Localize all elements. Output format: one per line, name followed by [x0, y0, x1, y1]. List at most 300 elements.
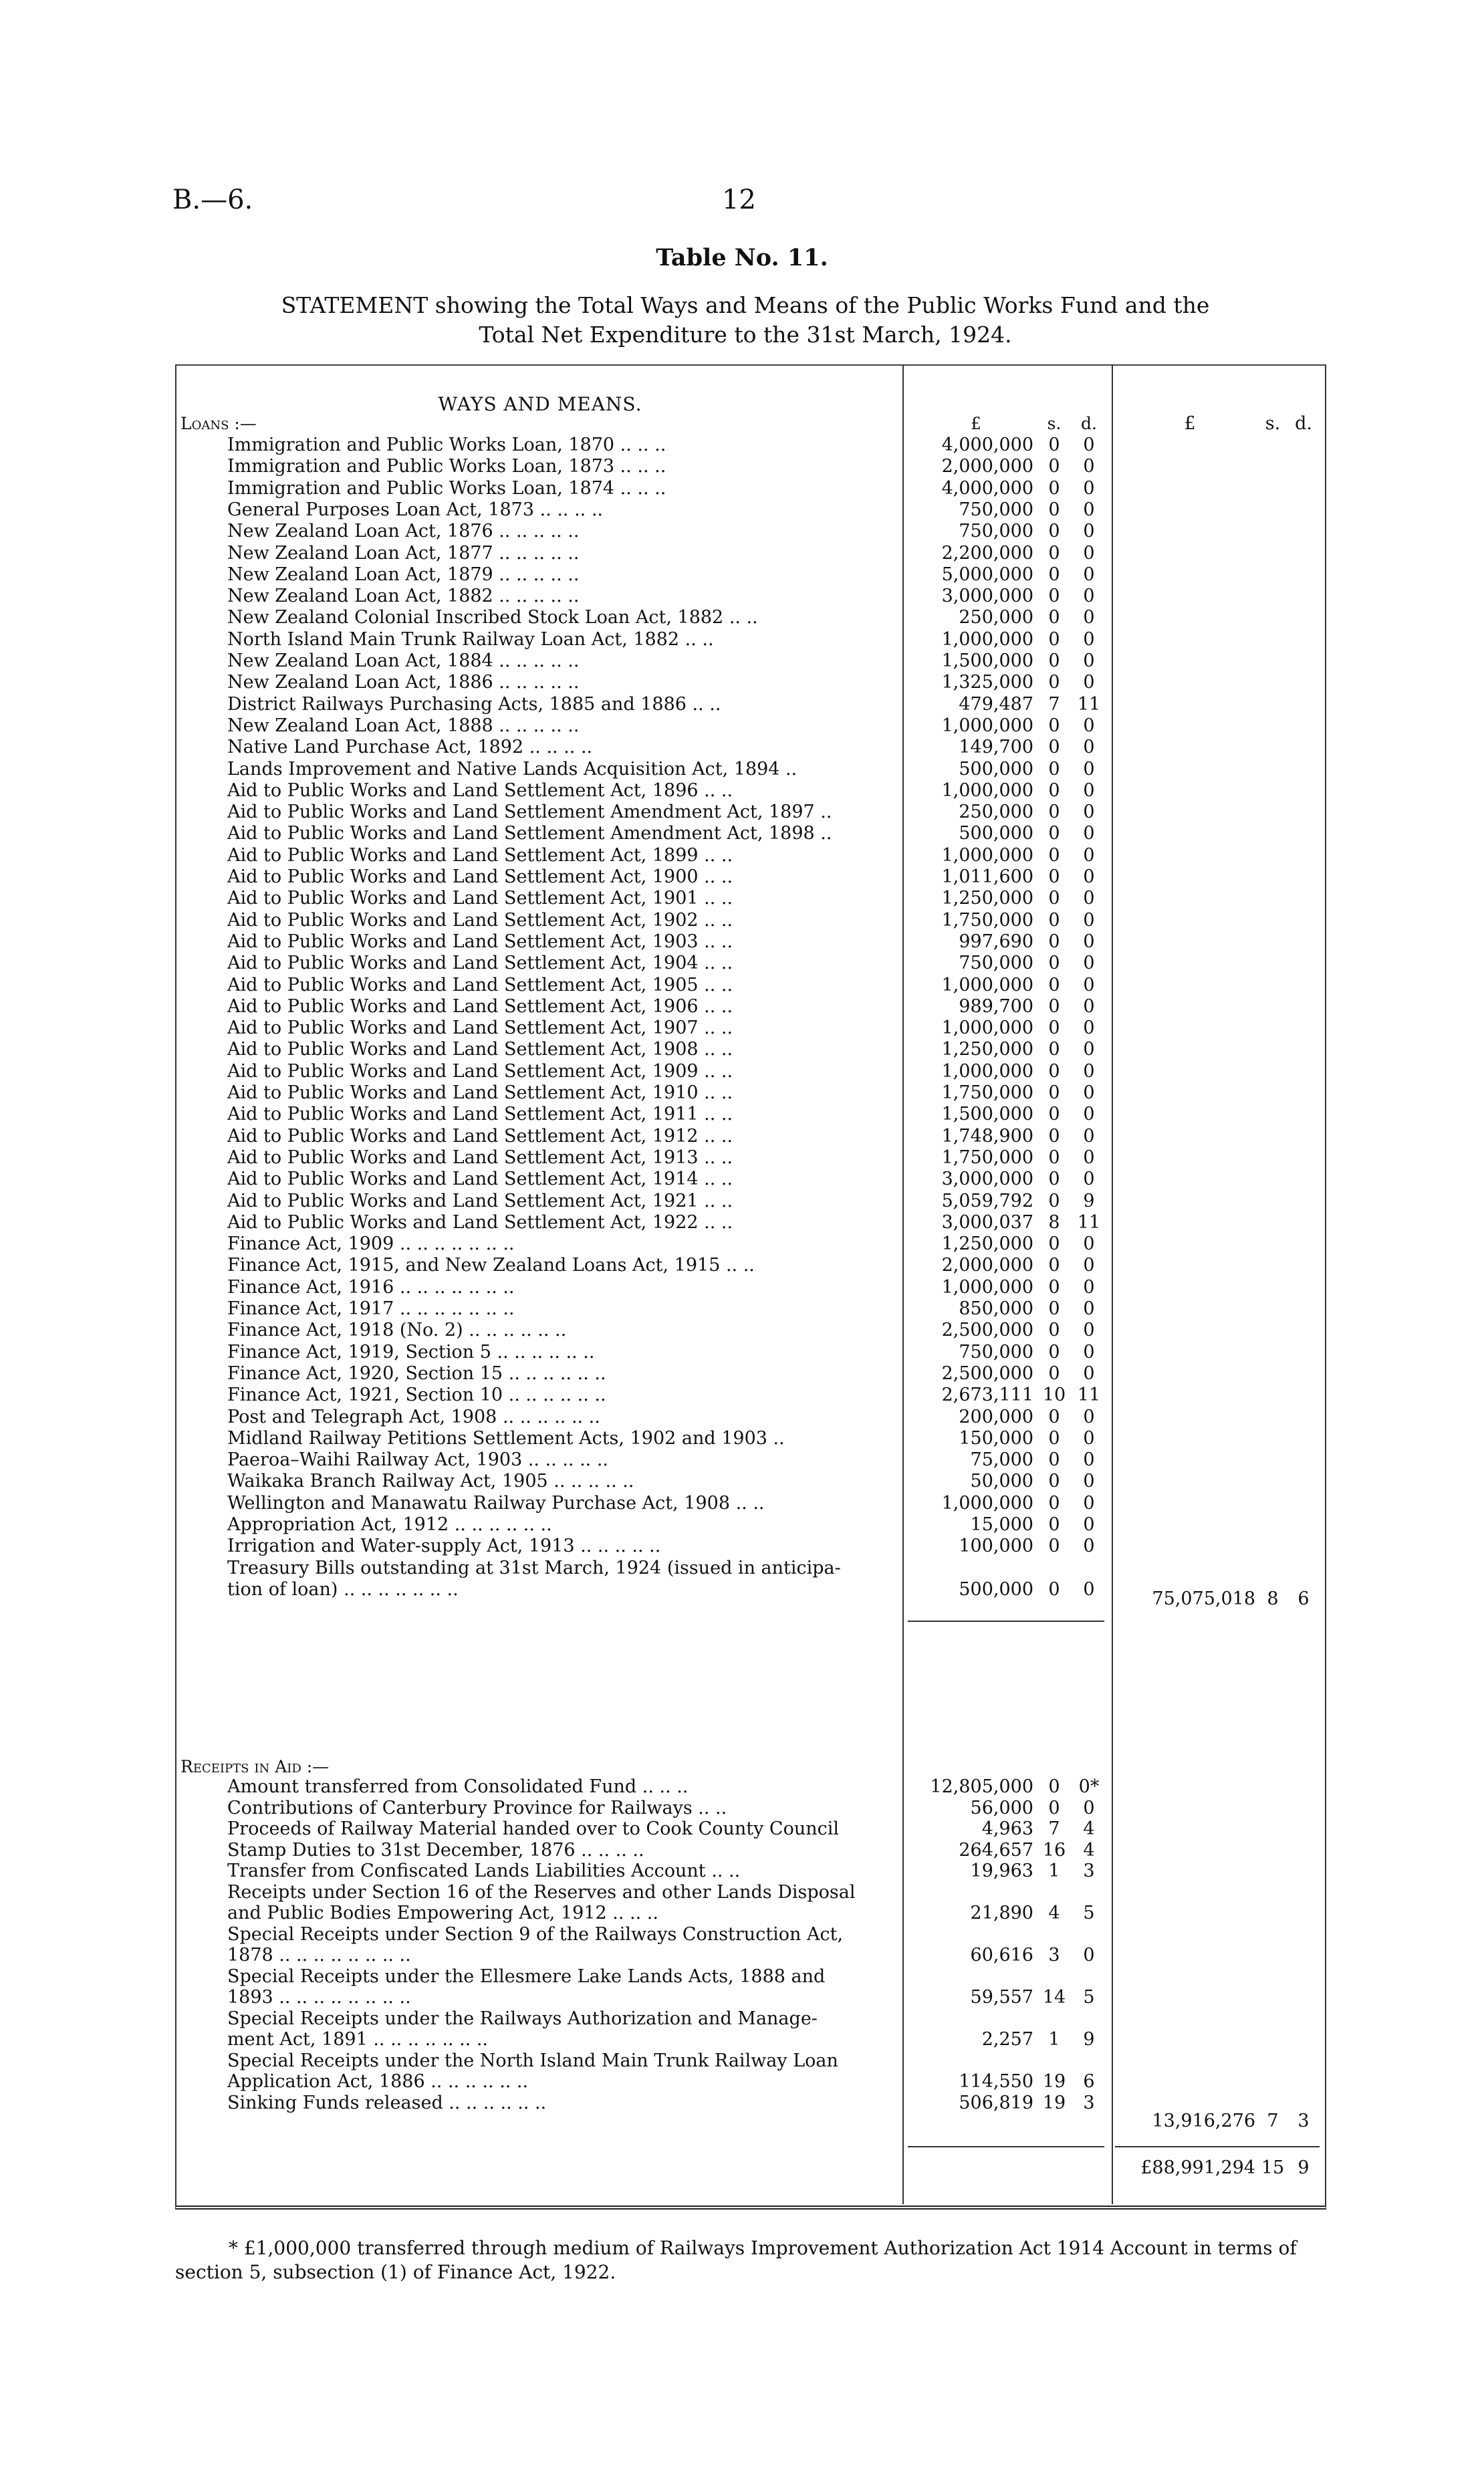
table-title: Table No. 11. [656, 244, 828, 271]
row-amount: 1,011,600 [941, 866, 1033, 887]
table-row [0, 1428, 1484, 1449]
row-shillings: 0 [1048, 1536, 1060, 1557]
row-label: 1893 .. .. .. .. .. .. .. .. [227, 1987, 411, 2008]
row-shillings: 0 [1048, 672, 1060, 693]
row-shillings: 19 [1042, 2092, 1066, 2113]
row-shillings: 7 [1048, 1818, 1060, 1839]
row-amount: 15,000 [970, 1514, 1033, 1535]
row-pence: 0 [1083, 953, 1095, 974]
receipts-total-amount: 13,916,276 [1152, 2111, 1255, 2131]
row-shillings: 4 [1048, 1903, 1060, 1923]
table-row [0, 1840, 1484, 1861]
table-row [0, 953, 1484, 974]
row-amount: 750,000 [959, 1341, 1033, 1363]
row-amount: 2,673,111 [941, 1385, 1033, 1406]
table-row [0, 2029, 1484, 2050]
row-shillings: 0 [1048, 866, 1060, 887]
table-row [0, 1104, 1484, 1125]
row-shillings: 0 [1048, 1427, 1060, 1449]
row-pence: 3 [1083, 2092, 1095, 2113]
table-row [0, 1082, 1484, 1104]
receipts-total-shillings: 7 [1267, 2111, 1279, 2131]
row-shillings: 0 [1048, 1276, 1060, 1298]
row-label: Special Receipts under the North Island Main Trunk Railway Loan [227, 2050, 838, 2071]
row-shillings: 0 [1048, 456, 1060, 477]
row-pence: 0 [1083, 802, 1095, 823]
row-pence: 0 [1083, 1449, 1095, 1471]
row-shillings: 0 [1048, 909, 1060, 931]
table-row [0, 607, 1484, 628]
row-amount: 250,000 [959, 607, 1033, 628]
table-row [0, 1924, 1484, 1945]
row-shillings: 0 [1048, 607, 1060, 628]
row-pence: 0 [1083, 586, 1095, 607]
row-label: Proceeds of Railway Material handed over to Cook County Council [227, 1818, 839, 1839]
row-amount: 2,000,000 [941, 1255, 1033, 1276]
table-row [0, 499, 1484, 521]
row-pence: 0 [1083, 435, 1095, 455]
row-pence: 0 [1083, 672, 1095, 693]
table-row [0, 1191, 1484, 1212]
grand-total-pence: 9 [1297, 2157, 1310, 2178]
row-shillings: 0 [1048, 499, 1060, 520]
row-label: Receipts under Section 16 of the Reserves and other Lands Disposal [227, 1881, 856, 1903]
row-shillings: 0 [1048, 974, 1060, 995]
row-label: Aid to Public Works and Land Settlement Act, 1900 .. .. [227, 866, 733, 887]
row-label: Aid to Public Works and Land Settlement Act, 1902 .. .. [227, 909, 733, 931]
row-pence: 0 [1083, 1341, 1095, 1363]
row-amount: 1,000,000 [941, 780, 1033, 801]
row-label: New Zealand Loan Act, 1879 .. .. .. .. .. [227, 564, 580, 585]
row-amount: 1,250,000 [941, 1233, 1033, 1255]
row-amount: 150,000 [959, 1427, 1033, 1449]
row-pence: 0 [1083, 995, 1095, 1017]
table-row [0, 478, 1484, 499]
row-pence: 0* [1078, 1776, 1100, 1797]
table-row [0, 1818, 1484, 1840]
row-shillings: 0 [1048, 715, 1060, 736]
row-pence: 5 [1083, 1903, 1095, 1923]
pence-header: d. [1081, 414, 1097, 433]
table-row [0, 650, 1484, 672]
row-label: Finance Act, 1921, Section 10 .. .. .. .. .. .. [227, 1385, 606, 1406]
row-amount: 50,000 [970, 1471, 1033, 1492]
row-label: Appropriation Act, 1912 .. .. .. .. .. .. [227, 1514, 552, 1535]
row-label: Stamp Duties to 31st December, 1876 .. .. .. .. [227, 1839, 644, 1861]
row-shillings: 0 [1048, 1320, 1060, 1341]
table-row [0, 1861, 1484, 1882]
row-label: Aid to Public Works and Land Settlement Act, 1903 .. .. [227, 931, 733, 952]
row-shillings: 0 [1048, 737, 1060, 758]
row-amount: 500,000 [959, 758, 1033, 780]
table-row [0, 1212, 1484, 1233]
row-label: Aid to Public Works and Land Settlement Act, 1896 .. .. [227, 780, 733, 801]
row-label: New Zealand Loan Act, 1884 .. .. .. .. .. [227, 650, 580, 671]
row-pence: 0 [1083, 1298, 1095, 1319]
row-amount: 75,000 [970, 1449, 1033, 1471]
row-amount: 264,657 [959, 1839, 1033, 1861]
row-shillings: 0 [1048, 780, 1060, 801]
row-label: Transfer from Confiscated Lands Liabilities Account .. .. [227, 1861, 741, 1881]
statement-heading [191, 291, 1300, 350]
row-label: District Railways Purchasing Acts, 1885 and 1886 .. .. [227, 693, 721, 715]
row-amount: 1,000,000 [941, 974, 1033, 995]
table-row [0, 780, 1484, 802]
row-amount: 3,000,000 [941, 1169, 1033, 1190]
table-row [0, 975, 1484, 996]
row-shillings: 0 [1048, 758, 1060, 780]
row-label: Treasury Bills outstanding at 31st March, 1924 (issued in anticipa- [227, 1557, 841, 1578]
row-label: Aid to Public Works and Land Settlement Act, 1904 .. .. [227, 953, 733, 974]
row-pence: 4 [1083, 1839, 1095, 1861]
row-amount: 1,250,000 [941, 888, 1033, 909]
table-row [0, 1320, 1484, 1341]
grand-total-row [0, 2157, 1484, 2179]
row-amount: 1,748,900 [941, 1125, 1033, 1147]
table-row [0, 1061, 1484, 1082]
row-label: Aid to Public Works and Land Settlement Act, 1914 .. .. [227, 1169, 733, 1190]
row-label: Aid to Public Works and Land Settlement Act, 1921 .. .. [227, 1190, 733, 1211]
row-shillings: 0 [1048, 1514, 1060, 1535]
table-row [0, 802, 1484, 823]
table-row [0, 564, 1484, 586]
row-shillings: 0 [1048, 586, 1060, 607]
row-pence: 0 [1083, 1406, 1095, 1427]
row-amount: 1,000,000 [941, 1060, 1033, 1082]
row-amount: 1,000,000 [941, 844, 1033, 866]
row-pence: 11 [1077, 1385, 1101, 1406]
table-row [0, 1776, 1484, 1798]
table-row [0, 1255, 1484, 1276]
row-label: New Zealand Loan Act, 1882 .. .. .. .. .. [227, 586, 580, 607]
loans-total-shillings: 8 [1267, 1588, 1279, 1609]
row-shillings: 16 [1042, 1839, 1066, 1861]
table-row [0, 1147, 1484, 1169]
row-pence: 0 [1083, 650, 1095, 671]
row-pence: 0 [1083, 499, 1095, 520]
column-headings [0, 413, 1484, 435]
row-pence: 0 [1083, 823, 1095, 844]
loans-total-row [0, 1588, 1484, 1610]
ways-and-means-title: WAYS AND MEANS. [438, 393, 642, 415]
row-amount: 1,000,000 [941, 1492, 1033, 1514]
table-row [0, 1363, 1484, 1385]
row-label: Native Land Purchase Act, 1892 .. .. .. .. [227, 737, 593, 758]
receipts-total-pence: 3 [1297, 2111, 1310, 2131]
row-label: Special Receipts under the Railways Authorization and Manage- [227, 2008, 818, 2029]
row-amount: 21,890 [970, 1903, 1033, 1923]
page-number: 12 [722, 185, 756, 215]
grand-total-amount: £88,991,294 [1140, 2157, 1255, 2178]
row-label: Sinking Funds released .. .. .. .. .. .. [227, 2092, 547, 2113]
row-amount: 1,000,000 [941, 628, 1033, 650]
table-row [0, 1385, 1484, 1406]
table-row [0, 1298, 1484, 1320]
row-label: Aid to Public Works and Land Settlement Act, 1905 .. .. [227, 974, 733, 995]
row-amount: 5,059,792 [941, 1190, 1033, 1211]
table-row [0, 931, 1484, 953]
table-row [0, 1169, 1484, 1190]
row-shillings: 0 [1048, 521, 1060, 542]
table-row [0, 715, 1484, 737]
row-amount: 250,000 [959, 802, 1033, 823]
row-shillings: 0 [1048, 1298, 1060, 1319]
table-row [0, 1018, 1484, 1039]
loans-total-pence: 6 [1297, 1588, 1310, 1609]
row-shillings: 0 [1048, 1406, 1060, 1427]
row-label: Amount transferred from Consolidated Fund .. .. .. [227, 1776, 689, 1797]
row-label: Waikaka Branch Railway Act, 1905 .. .. .. .. .. [227, 1471, 634, 1492]
row-shillings: 0 [1048, 823, 1060, 844]
statement-line-1: STATEMENT showing the Total Ways and Means of the Public Works Fund and the [281, 292, 1210, 318]
row-label: Finance Act, 1920, Section 15 .. .. .. .. .. .. [227, 1363, 606, 1384]
row-amount: 1,750,000 [941, 1082, 1033, 1103]
row-amount: 149,700 [959, 737, 1033, 758]
row-label: Finance Act, 1917 .. .. .. .. .. .. .. [227, 1298, 515, 1319]
row-amount: 2,500,000 [941, 1363, 1033, 1384]
row-label: Aid to Public Works and Land Settlement Act, 1912 .. .. [227, 1125, 733, 1147]
row-amount: 4,000,000 [941, 477, 1033, 499]
row-amount: 750,000 [959, 953, 1033, 974]
row-label: Immigration and Public Works Loan, 1873 .. .. .. [227, 456, 666, 477]
row-label: Finance Act, 1909 .. .. .. .. .. .. .. [227, 1233, 515, 1255]
row-pence: 11 [1077, 693, 1101, 715]
table-row [0, 823, 1484, 844]
table-row [0, 866, 1484, 888]
row-amount: 479,487 [959, 693, 1033, 715]
row-amount: 2,200,000 [941, 542, 1033, 564]
row-amount: 500,000 [959, 1578, 1033, 1600]
row-pence: 0 [1083, 1363, 1095, 1384]
row-shillings: 0 [1048, 1039, 1060, 1060]
table-row [0, 1277, 1484, 1298]
total-shillings-header: s. [1265, 413, 1281, 434]
row-shillings: 10 [1042, 1385, 1066, 1406]
row-shillings: 0 [1048, 953, 1060, 974]
row-pence: 0 [1083, 1514, 1095, 1535]
row-shillings: 1 [1048, 1861, 1060, 1881]
row-shillings: 0 [1048, 1578, 1060, 1600]
table-row [0, 694, 1484, 715]
row-amount: 500,000 [959, 823, 1033, 844]
table-row [0, 1233, 1484, 1255]
row-label: Paeroa–Waihi Railway Act, 1903 .. .. .. .. .. [227, 1449, 608, 1471]
row-amount: 997,690 [959, 931, 1033, 952]
table-row [0, 586, 1484, 607]
row-pence: 0 [1083, 1147, 1095, 1168]
row-label: Special Receipts under Section 9 of the Railways Construction Act, [227, 1923, 844, 1945]
row-label: Aid to Public Works and Land Settlement Act, 1909 .. .. [227, 1060, 733, 1082]
table-row [0, 1798, 1484, 1819]
row-amount: 1,250,000 [941, 1039, 1033, 1060]
row-shillings: 0 [1048, 1125, 1060, 1147]
row-pence: 6 [1083, 2071, 1095, 2092]
row-label: 1878 .. .. .. .. .. .. .. .. [227, 1945, 411, 1966]
row-amount: 750,000 [959, 521, 1033, 542]
row-pence: 0 [1083, 1320, 1095, 1341]
row-pence: 0 [1083, 1578, 1095, 1600]
row-label: Wellington and Manawatu Railway Purchase Act, 1908 .. .. [227, 1492, 765, 1514]
table-row [0, 521, 1484, 542]
table-row [0, 1471, 1484, 1492]
row-pence: 0 [1083, 607, 1095, 628]
row-label: Irrigation and Water-supply Act, 1913 .. .. .. .. .. [227, 1536, 661, 1557]
row-amount: 100,000 [959, 1536, 1033, 1557]
row-shillings: 0 [1048, 931, 1060, 952]
row-shillings: 0 [1048, 1363, 1060, 1384]
row-shillings: 0 [1048, 564, 1060, 585]
total-pence-header: d. [1295, 413, 1312, 434]
row-shillings: 19 [1042, 2071, 1066, 2092]
table-row [0, 1558, 1484, 1579]
row-label: New Zealand Loan Act, 1888 .. .. .. .. .. [227, 715, 580, 736]
row-pence: 0 [1083, 542, 1095, 564]
row-pence: 0 [1083, 1039, 1095, 1060]
table-row [0, 1945, 1484, 1966]
row-amount: 1,750,000 [941, 1147, 1033, 1168]
row-amount: 750,000 [959, 499, 1033, 520]
row-label: North Island Main Trunk Railway Loan Act, 1882 .. .. [227, 628, 714, 650]
row-pence: 0 [1083, 1082, 1095, 1103]
row-shillings: 0 [1048, 802, 1060, 823]
table-row [0, 1493, 1484, 1514]
receipts-heading-row [0, 1756, 1484, 1778]
table-row [0, 888, 1484, 909]
row-label: Immigration and Public Works Loan, 1870 .. .. .. [227, 435, 666, 455]
row-label: ment Act, 1891 .. .. .. .. .. .. .. [227, 2029, 488, 2050]
table-row [0, 910, 1484, 931]
table-row [0, 737, 1484, 758]
row-shillings: 0 [1048, 1169, 1060, 1190]
row-pence: 0 [1083, 1797, 1095, 1818]
row-pence: 0 [1083, 1945, 1095, 1966]
receipts-heading: Receipts in Aid :— [180, 1757, 330, 1776]
row-shillings: 0 [1048, 650, 1060, 671]
row-amount: 506,819 [959, 2092, 1033, 2113]
row-amount: 2,000,000 [941, 456, 1033, 477]
table-row [0, 2008, 1484, 2030]
footnote: * £1,000,000 transferred through medium of Railways Improvement Authorization Act 1914 Account in terms of section 5, subsection (1) of Finance Act, 1922. [175, 2237, 1297, 2283]
table-row [0, 2071, 1484, 2093]
row-pence: 0 [1083, 521, 1095, 542]
row-label: Aid to Public Works and Land Settlement Act, 1906 .. .. [227, 995, 733, 1017]
row-shillings: 0 [1048, 1190, 1060, 1211]
row-pence: 9 [1083, 2029, 1095, 2050]
row-shillings: 0 [1048, 435, 1060, 455]
table-row [0, 629, 1484, 650]
table-row [0, 845, 1484, 866]
row-shillings: 0 [1048, 844, 1060, 866]
row-pence: 0 [1083, 1255, 1095, 1276]
row-label: Finance Act, 1918 (No. 2) .. .. .. .. .. .. [227, 1320, 567, 1341]
row-shillings: 0 [1048, 1797, 1060, 1818]
table-row [0, 672, 1484, 693]
row-shillings: 0 [1048, 477, 1060, 499]
row-label: Aid to Public Works and Land Settlement Act, 1911 .. .. [227, 1104, 733, 1125]
row-label: General Purposes Loan Act, 1873 .. .. .. .. [227, 499, 604, 520]
row-amount: 56,000 [970, 1797, 1033, 1818]
row-pence: 4 [1083, 1818, 1095, 1839]
row-label: Aid to Public Works and Land Settlement Amendment Act, 1898 .. [227, 823, 832, 844]
row-amount: 3,000,037 [941, 1211, 1033, 1233]
table-row [0, 1342, 1484, 1363]
table-row [0, 759, 1484, 780]
row-label: Post and Telegraph Act, 1908 .. .. .. .. .. .. [227, 1406, 600, 1427]
row-shillings: 0 [1048, 628, 1060, 650]
row-pence: 0 [1083, 628, 1095, 650]
row-pence: 0 [1083, 974, 1095, 995]
row-amount: 114,550 [959, 2071, 1033, 2092]
row-pence: 0 [1083, 866, 1095, 887]
row-shillings: 0 [1048, 1255, 1060, 1276]
row-shillings: 3 [1048, 1945, 1060, 1966]
row-label: and Public Bodies Empowering Act, 1912 .. .. .. [227, 1903, 658, 1923]
row-pence: 0 [1083, 1169, 1095, 1190]
row-pence: 0 [1083, 1427, 1095, 1449]
table-row [0, 1536, 1484, 1557]
row-pence: 0 [1083, 1536, 1095, 1557]
row-shillings: 0 [1048, 1471, 1060, 1492]
row-shillings: 0 [1048, 995, 1060, 1017]
row-amount: 59,557 [970, 1987, 1033, 2008]
row-pence: 9 [1083, 1190, 1095, 1211]
row-shillings: 8 [1048, 1211, 1060, 1233]
loans-subtotal-rule [908, 1621, 1104, 1622]
grand-total-top-rule [1115, 2146, 1320, 2147]
row-shillings: 0 [1048, 1018, 1060, 1039]
row-label: Aid to Public Works and Land Settlement Act, 1901 .. .. [227, 888, 733, 909]
row-label: Finance Act, 1915, and New Zealand Loans Act, 1915 .. .. [227, 1255, 755, 1276]
row-pence: 0 [1083, 564, 1095, 585]
table-row [0, 1449, 1484, 1471]
row-amount: 3,000,000 [941, 586, 1033, 607]
row-shillings: 0 [1048, 1060, 1060, 1082]
table-row [0, 435, 1484, 456]
row-amount: 12,805,000 [930, 1776, 1033, 1797]
row-pence: 0 [1083, 715, 1095, 736]
row-shillings: 1 [1048, 2029, 1060, 2050]
row-label: Contributions of Canterbury Province for Railways .. .. [227, 1797, 727, 1818]
row-pence: 0 [1083, 1492, 1095, 1514]
pounds-header: £ [971, 414, 981, 433]
row-label: Aid to Public Works and Land Settlement Amendment Act, 1897 .. [227, 802, 832, 823]
row-amount: 4,963 [981, 1818, 1033, 1839]
row-shillings: 0 [1048, 1341, 1060, 1363]
row-shillings: 0 [1048, 542, 1060, 564]
row-pence: 0 [1083, 1125, 1095, 1147]
row-pence: 0 [1083, 758, 1095, 780]
row-pence: 0 [1083, 1276, 1095, 1298]
row-amount: 1,000,000 [941, 1018, 1033, 1039]
table-row [0, 1039, 1484, 1060]
row-amount: 60,616 [970, 1945, 1033, 1966]
row-amount: 19,963 [970, 1861, 1033, 1881]
row-pence: 0 [1083, 931, 1095, 952]
shillings-header: s. [1047, 414, 1062, 433]
row-amount: 4,000,000 [941, 435, 1033, 455]
row-pence: 0 [1083, 1233, 1095, 1255]
row-amount: 2,500,000 [941, 1320, 1033, 1341]
row-label: Aid to Public Works and Land Settlement Act, 1910 .. .. [227, 1082, 733, 1103]
row-shillings: 0 [1048, 1147, 1060, 1168]
row-label: Lands Improvement and Native Lands Acquisition Act, 1894 .. [227, 758, 797, 780]
grand-total-shillings: 15 [1261, 2157, 1285, 2178]
loans-total-amount: 75,075,018 [1152, 1588, 1255, 1609]
row-pence: 0 [1083, 456, 1095, 477]
row-amount: 1,000,000 [941, 1276, 1033, 1298]
row-label: Aid to Public Works and Land Settlement Act, 1913 .. .. [227, 1147, 733, 1168]
row-amount: 200,000 [959, 1406, 1033, 1427]
